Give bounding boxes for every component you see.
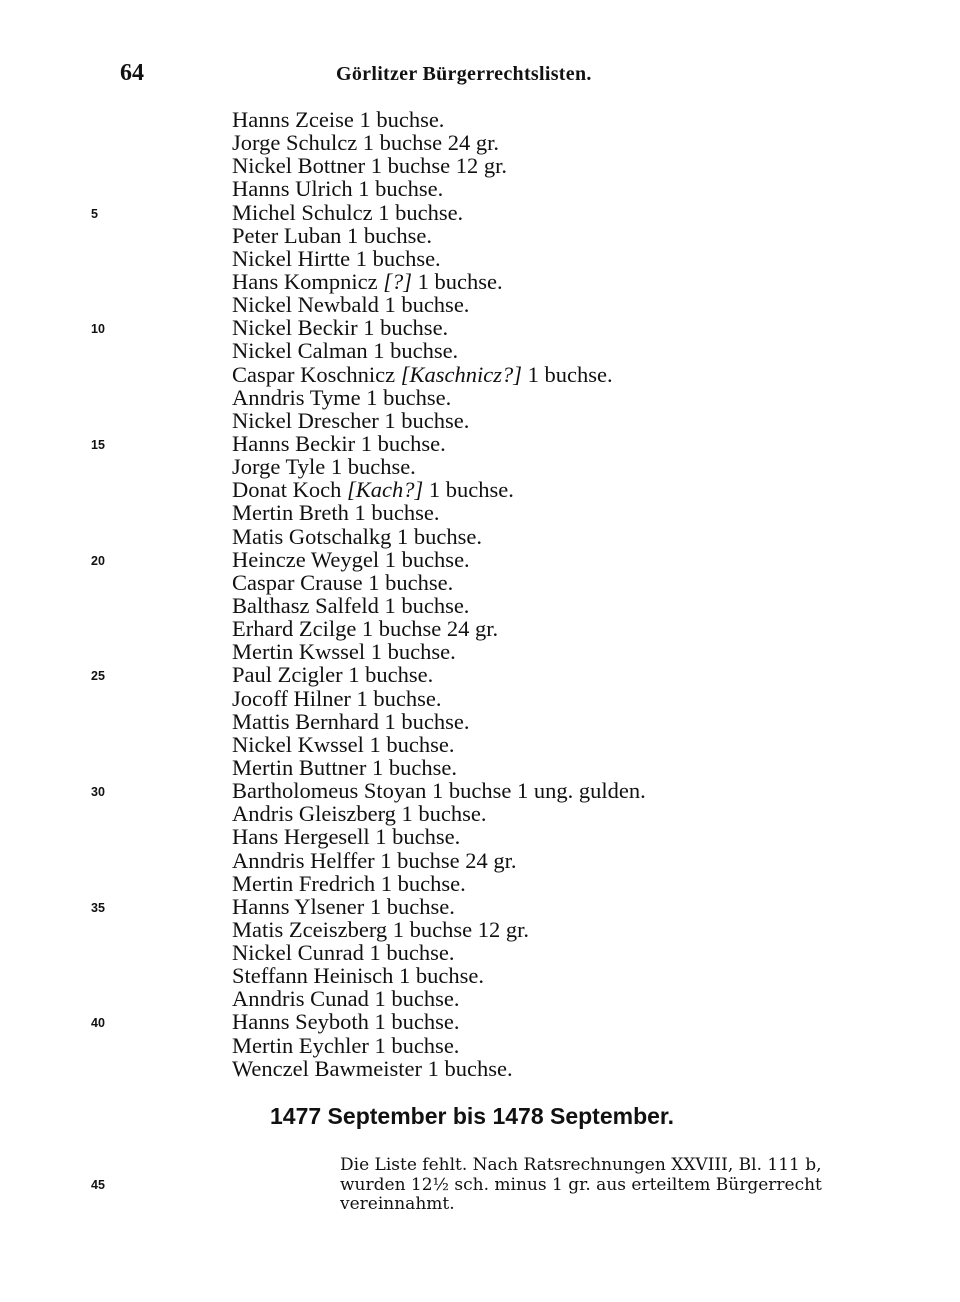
editorial-note: [Kaschnicz?] <box>400 361 522 387</box>
entry-text: Jorge Tyle 1 buchse. <box>232 454 416 480</box>
entry-text: Nickel Cunrad 1 buchse. <box>232 940 455 966</box>
entry-text: Nickel Hirtte 1 buchse. <box>232 245 441 271</box>
list-item <box>0 733 900 756</box>
entry-text: Mertin Kwssel 1 buchse. <box>232 639 456 665</box>
line-number: 35 <box>91 900 105 915</box>
line-number: 10 <box>91 322 105 337</box>
entry-text: Wenczel Bawmeister 1 buchse. <box>232 1055 513 1081</box>
entry-fee: 1 buchse. <box>411 268 503 294</box>
list-item <box>0 525 900 548</box>
list-item <box>0 270 900 293</box>
list-item <box>0 1010 900 1033</box>
entry-text: Hanns Seyboth 1 buchse. <box>232 1009 460 1035</box>
list-item <box>0 131 900 154</box>
line-number: 20 <box>91 553 105 568</box>
list-item <box>0 872 900 895</box>
entry-fee: 1 buchse. <box>423 477 514 503</box>
list-item <box>0 177 900 200</box>
list-item <box>0 501 900 524</box>
entry-text: Hans Hergesell 1 buchse. <box>232 824 461 850</box>
list-item <box>0 1034 900 1057</box>
list-item <box>0 687 900 710</box>
list-item <box>0 455 900 478</box>
entry-text: Mertin Fredrich 1 buchse. <box>232 870 466 896</box>
entry-text: Anndris Tyme 1 buchse. <box>232 384 452 410</box>
entry-text: Nickel Calman 1 buchse. <box>232 338 459 364</box>
entry-text: Nickel Drescher 1 buchse. <box>232 407 470 433</box>
entry-text: Anndris Cunad 1 buchse. <box>232 986 460 1012</box>
entry-text: Nickel Newbald 1 buchse. <box>232 292 470 318</box>
entry-text <box>232 363 613 386</box>
list-item <box>0 339 900 362</box>
section-note-line: vereinnahmt. <box>340 1194 455 1214</box>
entry-text: Nickel Kwssel 1 buchse. <box>232 731 455 757</box>
entry-text: Erhard Zcilge 1 buchse 24 gr. <box>232 616 499 642</box>
list-item <box>0 825 900 848</box>
line-number: 30 <box>91 785 105 800</box>
list-item <box>0 710 900 733</box>
list-item <box>0 201 900 224</box>
entry-text: Nickel Bottner 1 buchse 12 gr. <box>232 153 507 179</box>
list-item <box>0 108 900 131</box>
list-item <box>0 1057 900 1080</box>
list-item <box>0 802 900 825</box>
line-number: 40 <box>91 1016 105 1031</box>
list-item <box>0 154 900 177</box>
list-item <box>0 756 900 779</box>
entry-text: Mertin Eychler 1 buchse. <box>232 1032 460 1058</box>
entry-text: Michel Schulcz 1 buchse. <box>232 199 464 225</box>
list-item <box>0 617 900 640</box>
section-heading: 1477 September bis 1478 September. <box>270 1103 674 1129</box>
entry-text: Paul Zcigler 1 buchse. <box>232 662 434 688</box>
entry-text: Hanns Beckir 1 buchse. <box>232 430 446 456</box>
list-item <box>0 293 900 316</box>
section-note-line: wurden 12½ sch. minus 1 gr. aus erteiltem Bürgerrecht <box>340 1174 822 1195</box>
list-item <box>0 987 900 1010</box>
line-number: 25 <box>91 669 105 684</box>
entry-fee: 1 buchse. <box>521 361 613 387</box>
list-item <box>0 316 900 339</box>
entry-text: Anndris Helffer 1 buchse 24 gr. <box>232 847 517 873</box>
list-item <box>0 548 900 571</box>
line-number: 15 <box>91 437 105 452</box>
list-item <box>0 478 900 501</box>
entry-text: Mertin Buttner 1 buchse. <box>232 754 457 780</box>
editorial-note: [?] <box>383 268 412 294</box>
list-item <box>0 409 900 432</box>
list-item <box>0 895 900 918</box>
entry-text: Jocoff Hilner 1 buchse. <box>232 685 442 711</box>
list-item <box>0 224 900 247</box>
entry-text: Nickel Beckir 1 buchse. <box>232 315 449 341</box>
entry-text: Andris Gleiszberg 1 buchse. <box>232 801 487 827</box>
list-item <box>0 594 900 617</box>
entry-text: Mattis Bernhard 1 buchse. <box>232 708 470 734</box>
entry-name: Donat Koch <box>232 477 347 503</box>
list-item <box>0 386 900 409</box>
entry-text: Hanns Ylsener 1 buchse. <box>232 893 455 919</box>
page-number: 64 <box>120 60 144 86</box>
entry-text: Jorge Schulcz 1 buchse 24 gr. <box>232 130 500 156</box>
entry-text: Bartholomeus Stoyan 1 buchse 1 ung. gulden. <box>232 778 646 804</box>
entry-text <box>232 478 514 501</box>
entry-text: Steffann Heinisch 1 buchse. <box>232 963 485 989</box>
list-item <box>0 432 900 455</box>
citizen-list <box>0 108 900 1080</box>
list-item <box>0 918 900 941</box>
list-item <box>0 779 900 802</box>
entry-name: Caspar Koschnicz <box>232 361 401 387</box>
entry-text: Matis Gotschalkg 1 buchse. <box>232 523 482 549</box>
entry-text: Balthasz Salfeld 1 buchse. <box>232 592 470 618</box>
entry-text: Mertin Breth 1 buchse. <box>232 500 440 526</box>
entry-text <box>232 270 503 293</box>
list-item <box>0 247 900 270</box>
list-item <box>0 849 900 872</box>
list-item <box>0 363 900 386</box>
list-item <box>0 964 900 987</box>
running-title: Görlitzer Bürgerrechtslisten. <box>336 63 592 85</box>
section-note <box>340 1156 840 1215</box>
entry-text: Heincze Weygel 1 buchse. <box>232 546 470 572</box>
entry-text: Hanns Zceise 1 buchse. <box>232 107 445 132</box>
line-number: 45 <box>91 1178 105 1192</box>
section-note-line: Die Liste fehlt. Nach Ratsrechnungen XXVIII, Bl. 111 b, <box>340 1155 822 1175</box>
entry-name: Hans Kompnicz <box>232 268 384 294</box>
entry-text: Caspar Crause 1 buchse. <box>232 569 454 595</box>
editorial-note: [Kach?] <box>346 477 424 503</box>
list-item <box>0 663 900 686</box>
entry-text: Matis Zceiszberg 1 buchse 12 gr. <box>232 916 530 942</box>
list-item <box>0 571 900 594</box>
list-item <box>0 640 900 663</box>
entry-text: Peter Luban 1 buchse. <box>232 222 432 248</box>
list-item <box>0 941 900 964</box>
entry-text: Hanns Ulrich 1 buchse. <box>232 176 444 202</box>
line-number: 5 <box>91 206 98 221</box>
